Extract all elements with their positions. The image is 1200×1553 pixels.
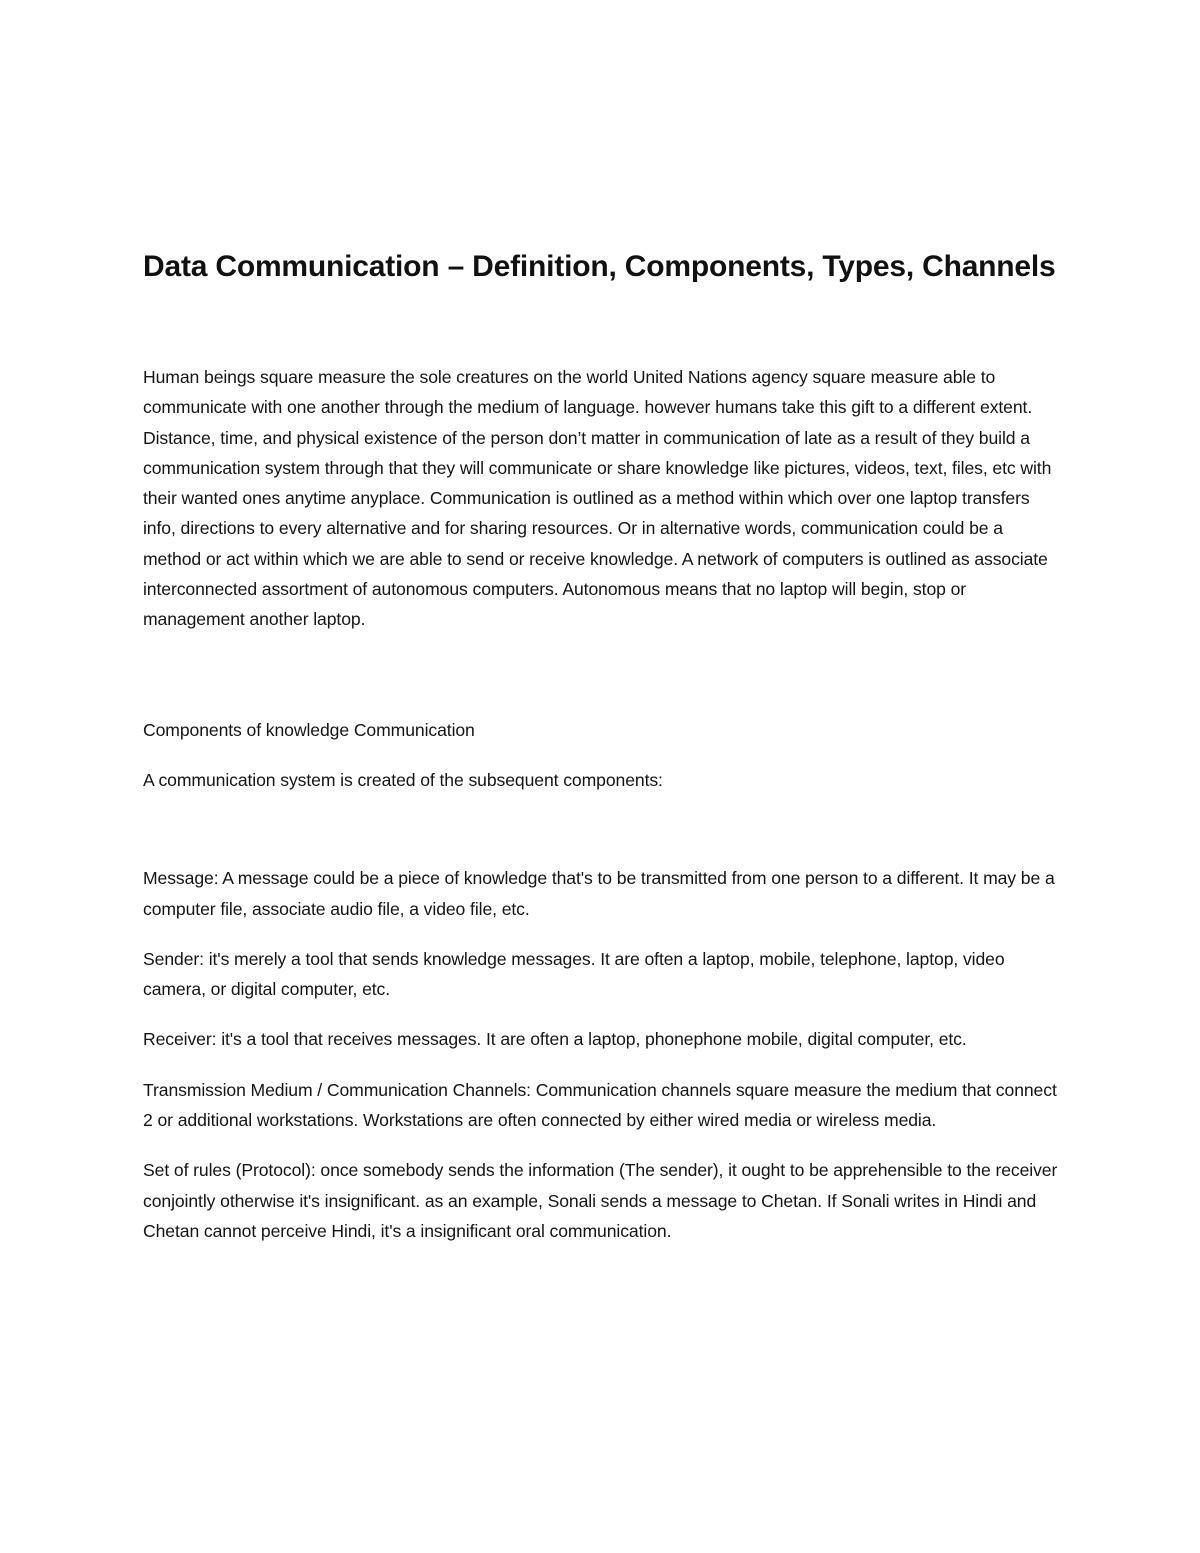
component-receiver-paragraph: Receiver: it's a tool that receives messages. It are often a laptop, phonephone mobile, digital computer, etc. xyxy=(143,1029,967,1050)
components-heading: Components of knowledge Communication xyxy=(143,719,475,740)
document-body xyxy=(143,244,1058,1246)
component-sender-paragraph: Sender: it's merely a tool that sends knowledge messages. It are often a laptop, mobile, telephone, laptop, video camera, or digital computer, etc. xyxy=(143,948,1005,1000)
component-message-paragraph: Message: A message could be a piece of knowledge that's to be transmitted from one person to a different. It may be a computer file, associate audio file, a video file, etc. xyxy=(143,868,1055,919)
components-lead-paragraph: A communication system is created of the subsequent components: xyxy=(143,769,663,790)
intro-paragraph: Human beings square measure the sole creatures on the world United Nations agency square measure able to communicate with one another through the medium of language. however humans take this gift to a different extent. Distance, time, and physical existence of the person don’t matter in communication of late as a result of they build a communication system through that they will communicate or share knowledge like pictures, videos, text, files, etc with their wanted ones anytime anyplace. Communication is outlined as a method within which over one laptop transfers info, directions to every alternative and for sharing resources. Or in alternative words, communication could be a method or act within which we are able to send or receive knowledge. A network of computers is outlined as associate interconnected assortment of autonomous computers. Autonomous means that no laptop will begin, stop or management another laptop. xyxy=(143,367,1052,630)
component-protocol-paragraph: Set of rules (Protocol): once somebody sends the information (The sender), it ought to be apprehensible to the receiver conjointly otherwise it's insignificant. as an example, Sonali sends a message to Chetan. If Sonali writes in Hindi and Chetan cannot perceive Hindi, it's a insignificant oral communication. xyxy=(143,1160,1058,1241)
document-title: Data Communication – Definition, Components, Types, Channels xyxy=(143,250,1056,283)
component-transmission-medium-paragraph: Transmission Medium / Communication Channels: Communication channels square measure the medium that connect 2 or additional workstations. Workstations are often connected by either wired media or wireless media. xyxy=(143,1079,1057,1131)
